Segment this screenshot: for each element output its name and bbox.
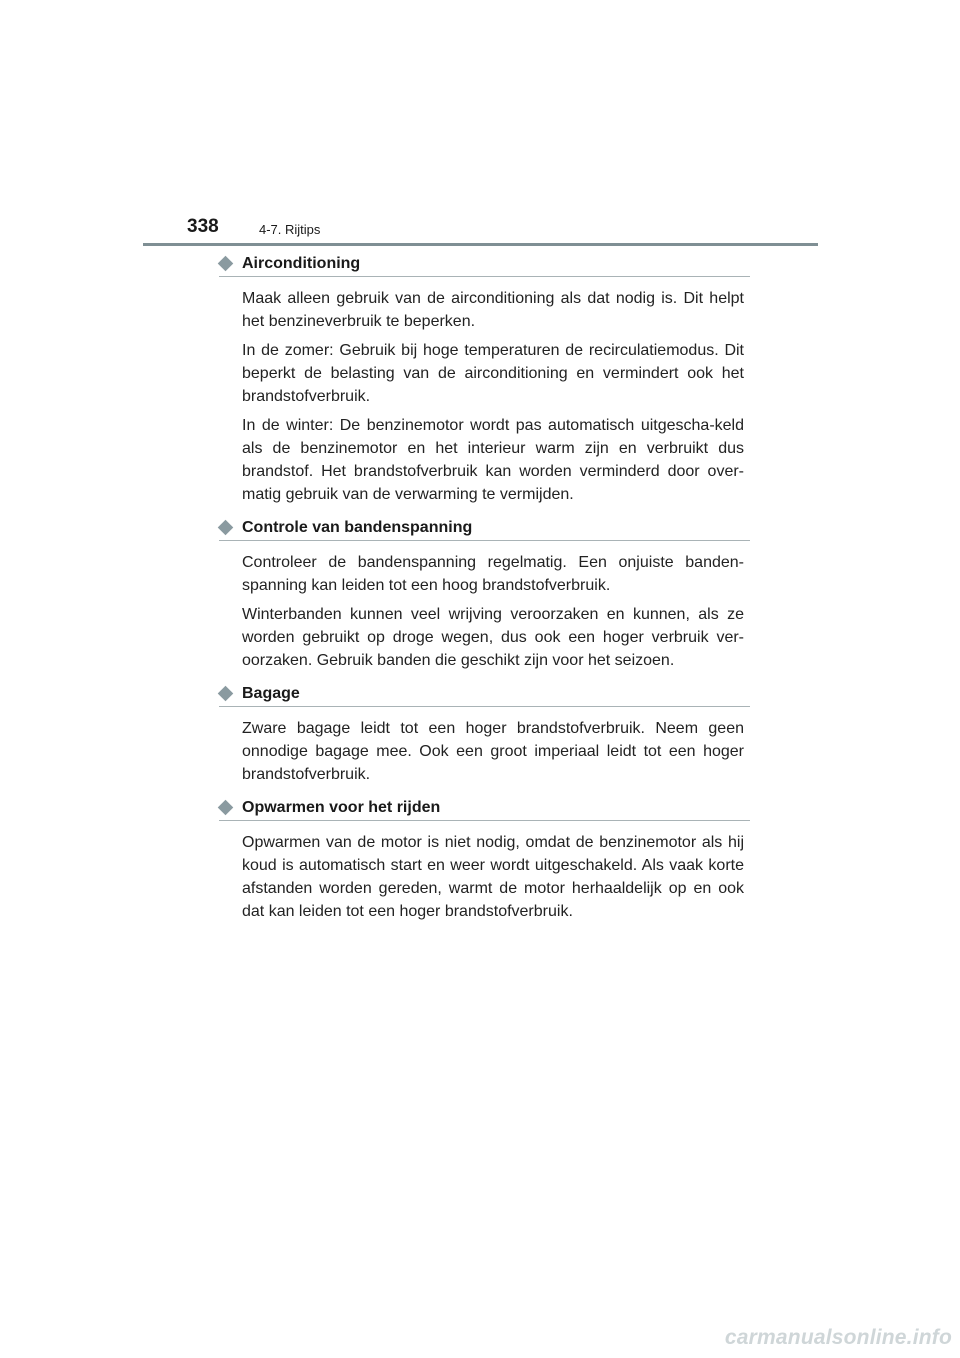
paragraph: Controleer de bandenspanning regelmatig. Een onjuiste banden-spanning kan leiden tot een hoog brandstofverbruik. [242,554,744,594]
watermark-text: carmanualsonline.info [724,1326,952,1349]
header-rule [143,243,818,246]
section-bandenspanning [219,516,750,672]
paragraph: Maak alleen gebruik van de airconditioning als dat nodig is. Dit helpt het benzineverbruik te beperken. [242,290,744,330]
section-heading-text: Controle van bandenspanning [242,519,473,536]
diamond-bullet-icon [218,256,234,272]
section-bagage [219,682,750,786]
paragraph: Zware bagage leidt tot een hoger brandstofverbruik. Neem geen onnodige bagage mee. Ook een groot imperiaal leidt tot een hoger brandstofverbruik. [242,720,744,783]
paragraph: Opwarmen van de motor is niet nodig, omdat de benzinemotor als hij koud is automatisch start en weer wordt uitgeschakeld. Als vaak korte afstanden worden gereden, warmt de motor herhaaldelijk op en ook dat kan leiden tot een hoger brandstofverbruik. [242,834,744,920]
page-content [219,252,750,933]
section-heading [219,516,750,541]
page-number: 338 [187,216,219,237]
section-heading-text: Opwarmen voor het rijden [242,799,441,816]
paragraph: In de zomer: Gebruik bij hoge temperaturen de recirculatiemodus. Dit beperkt de belasting van de airconditioning en vermindert ook het brandstofverbruik. [242,342,744,405]
section-opwarmen [219,796,750,923]
diamond-bullet-icon [218,800,234,816]
section-heading-text: Bagage [242,685,300,702]
section-heading-text: Airconditioning [242,255,361,272]
section-heading [219,682,750,707]
paragraph: Winterbanden kunnen veel wrijving veroorzaken en kunnen, als ze worden gebruikt op droge wegen, dus ook een hoger verbruik ver-oorzaken. Gebruik banden die geschikt zijn voor het seizoen. [242,606,744,669]
section-heading [219,796,750,821]
paragraph: In de winter: De benzinemotor wordt pas automatisch uitgescha-keld als de benzinemotor en het interieur warm zijn en verbruikt dus brandstof. Het brandstofverbruik kan worden verminderd door over-matig gebruik van de verwarming te vermijden. [242,417,744,503]
section-heading [219,252,750,277]
diamond-bullet-icon [218,686,234,702]
section-label: 4-7. Rijtips [259,222,321,237]
page-header [0,0,960,250]
section-airconditioning [219,252,750,506]
diamond-bullet-icon [218,520,234,536]
